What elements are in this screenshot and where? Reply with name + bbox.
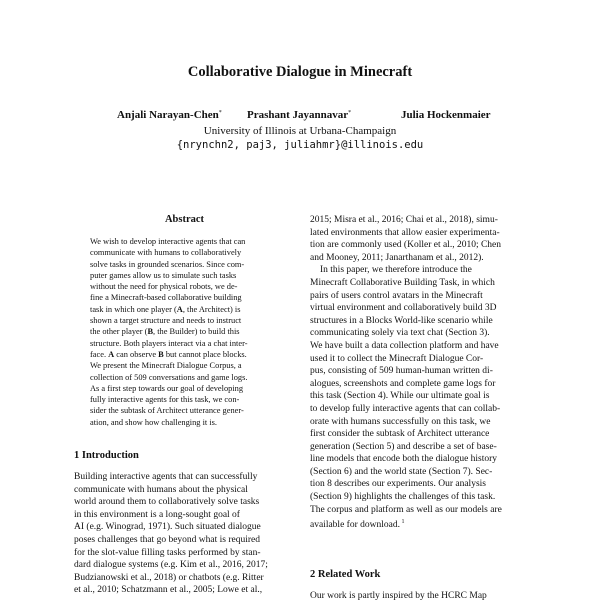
author-list	[0, 109, 600, 125]
text-line: for the slot-value filling tasks performed by stan-	[74, 547, 261, 558]
text-line: orate with humans successfully on this task, we	[310, 416, 491, 427]
author-email: {nrynchn2, paj3, juliahmr}@illinois.edu	[176, 139, 424, 151]
author-name: Anjali Narayan-Chen*	[117, 109, 222, 121]
text-line: structure. Both players interact via a chat inter-	[90, 338, 248, 348]
text-line: used it to collect the Minecraft Dialogue Cor-	[310, 353, 484, 364]
text-line: face. A can observe B but cannot place blocks.	[90, 349, 247, 359]
text-line: We have built a data collection platform and have	[310, 340, 499, 351]
text-line: communicate with humans about the physical	[74, 484, 248, 495]
abstract-heading: Abstract	[164, 214, 205, 225]
text-line: line models that encode both the dialogue history	[310, 454, 498, 465]
text-line: in this environment is a long-sought goal of	[74, 509, 240, 520]
text-line: lated environments that allow easier experimenta-	[310, 227, 500, 238]
text-line: ation, and show how challenging it is.	[90, 417, 218, 427]
text-line: sider the subtask of Architect utterance gener-	[90, 406, 244, 416]
text-line: communicating solely via text chat (Section 3).	[310, 328, 490, 339]
text-line: Our work is partly inspired by the HCRC Map	[310, 591, 487, 600]
text-line: We wish to develop interactive agents that can	[90, 237, 246, 246]
related-work-body	[310, 590, 532, 600]
text-line: shown a target structure and needs to instruct	[90, 316, 242, 326]
text-line: tion are commonly used (Koller et al., 2010; Chen	[310, 240, 502, 251]
author-mark: *	[218, 110, 222, 116]
text-line: first consider the subtask of Architect utterance	[310, 429, 490, 440]
author-name: Julia Hockenmaier	[401, 109, 491, 121]
text-line: puter games allow us to simulate such tasks	[90, 270, 237, 280]
text-line: et al., 2010; Schatzmann et al., 2005; Lowe et al.,	[74, 585, 263, 596]
abstract-body	[90, 236, 280, 428]
text-line: dard dialogue systems (e.g. Kim et al., 2016, 2017;	[74, 560, 268, 571]
author-mark: *	[348, 110, 352, 116]
right-column-body	[310, 214, 532, 532]
footnote-mark: 1	[399, 519, 405, 526]
text-line: task in which one player (A, the Architect) is	[90, 304, 241, 314]
affiliation: University of Illinois at Urbana-Champaign	[203, 125, 397, 137]
text-line: the other player (B, the Builder) to build this	[90, 327, 240, 337]
text-line: solve tasks in grounded scenarios. Since com-	[90, 259, 245, 269]
text-line: structures in a Blocks World-like scenario while	[310, 315, 493, 326]
text-line: this task (Section 4). While our ultimate goal is	[310, 391, 490, 402]
introduction-body	[74, 471, 296, 597]
text-line: fully interactive agents for this task, we con-	[90, 395, 240, 405]
text-line: (Section 9) highlights the challenges of this task.	[310, 492, 496, 503]
text-line: pus, consisting of 509 human-human written di-	[310, 366, 493, 377]
paper-title: Collaborative Dialogue in Minecraft	[187, 64, 413, 80]
text-line: generation (Section 5) and describe a set of base-	[310, 441, 497, 452]
text-line: world around them to collaboratively solve tasks	[74, 497, 260, 508]
text-line: pairs of users control avatars in the Minecraft	[310, 290, 483, 301]
text-line: without the need for physical robots, we de-	[90, 282, 238, 292]
text-line: communicate with humans to collaboratively	[90, 248, 242, 258]
section-heading-related-work: 2 Related Work	[310, 569, 381, 580]
text-line: (Section 6) and the world state (Section 7). Sec-	[310, 466, 493, 477]
text-line: available for download. $^1$	[310, 519, 405, 531]
text-line: The corpus and platform as well as our models are	[310, 504, 502, 515]
text-line: tion 8 describes our experiments. Our analysis	[310, 479, 486, 490]
section-heading-introduction: 1 Introduction	[74, 450, 139, 461]
text-line: fine a Minecraft-based collaborative building	[90, 293, 242, 303]
text-line: In this paper, we therefore introduce the	[320, 265, 472, 276]
text-line: AI (e.g. Winograd, 1971). Such situated dialogue	[74, 522, 261, 533]
text-line: 2015; Misra et al., 2016; Chai et al., 2018), simu-	[310, 215, 498, 225]
text-line: to develop fully interactive agents that can collab-	[310, 403, 501, 414]
text-line: Budzianowski et al., 2018) or chatbots (e.g. Ritter	[74, 572, 264, 583]
text-line: We present the Minecraft Dialogue Corpus, a	[90, 361, 242, 371]
text-line: collection of 509 conversations and game logs.	[90, 372, 248, 382]
text-line: Minecraft Collaborative Building Task, in which	[310, 277, 495, 288]
text-line: poses challenges that go beyond what is required	[74, 534, 260, 545]
text-line: and Mooney, 2011; Janarthanam et al., 2012).	[310, 252, 484, 263]
author-name: Prashant Jayannavar*	[247, 109, 352, 121]
text-line: Building interactive agents that can successfully	[74, 472, 258, 482]
text-line: virtual environment and collaboratively build 3D	[310, 303, 497, 314]
text-line: alogues, screenshots and complete game logs for	[310, 378, 496, 389]
text-line: As a first step towards our goal of developing	[90, 383, 244, 393]
